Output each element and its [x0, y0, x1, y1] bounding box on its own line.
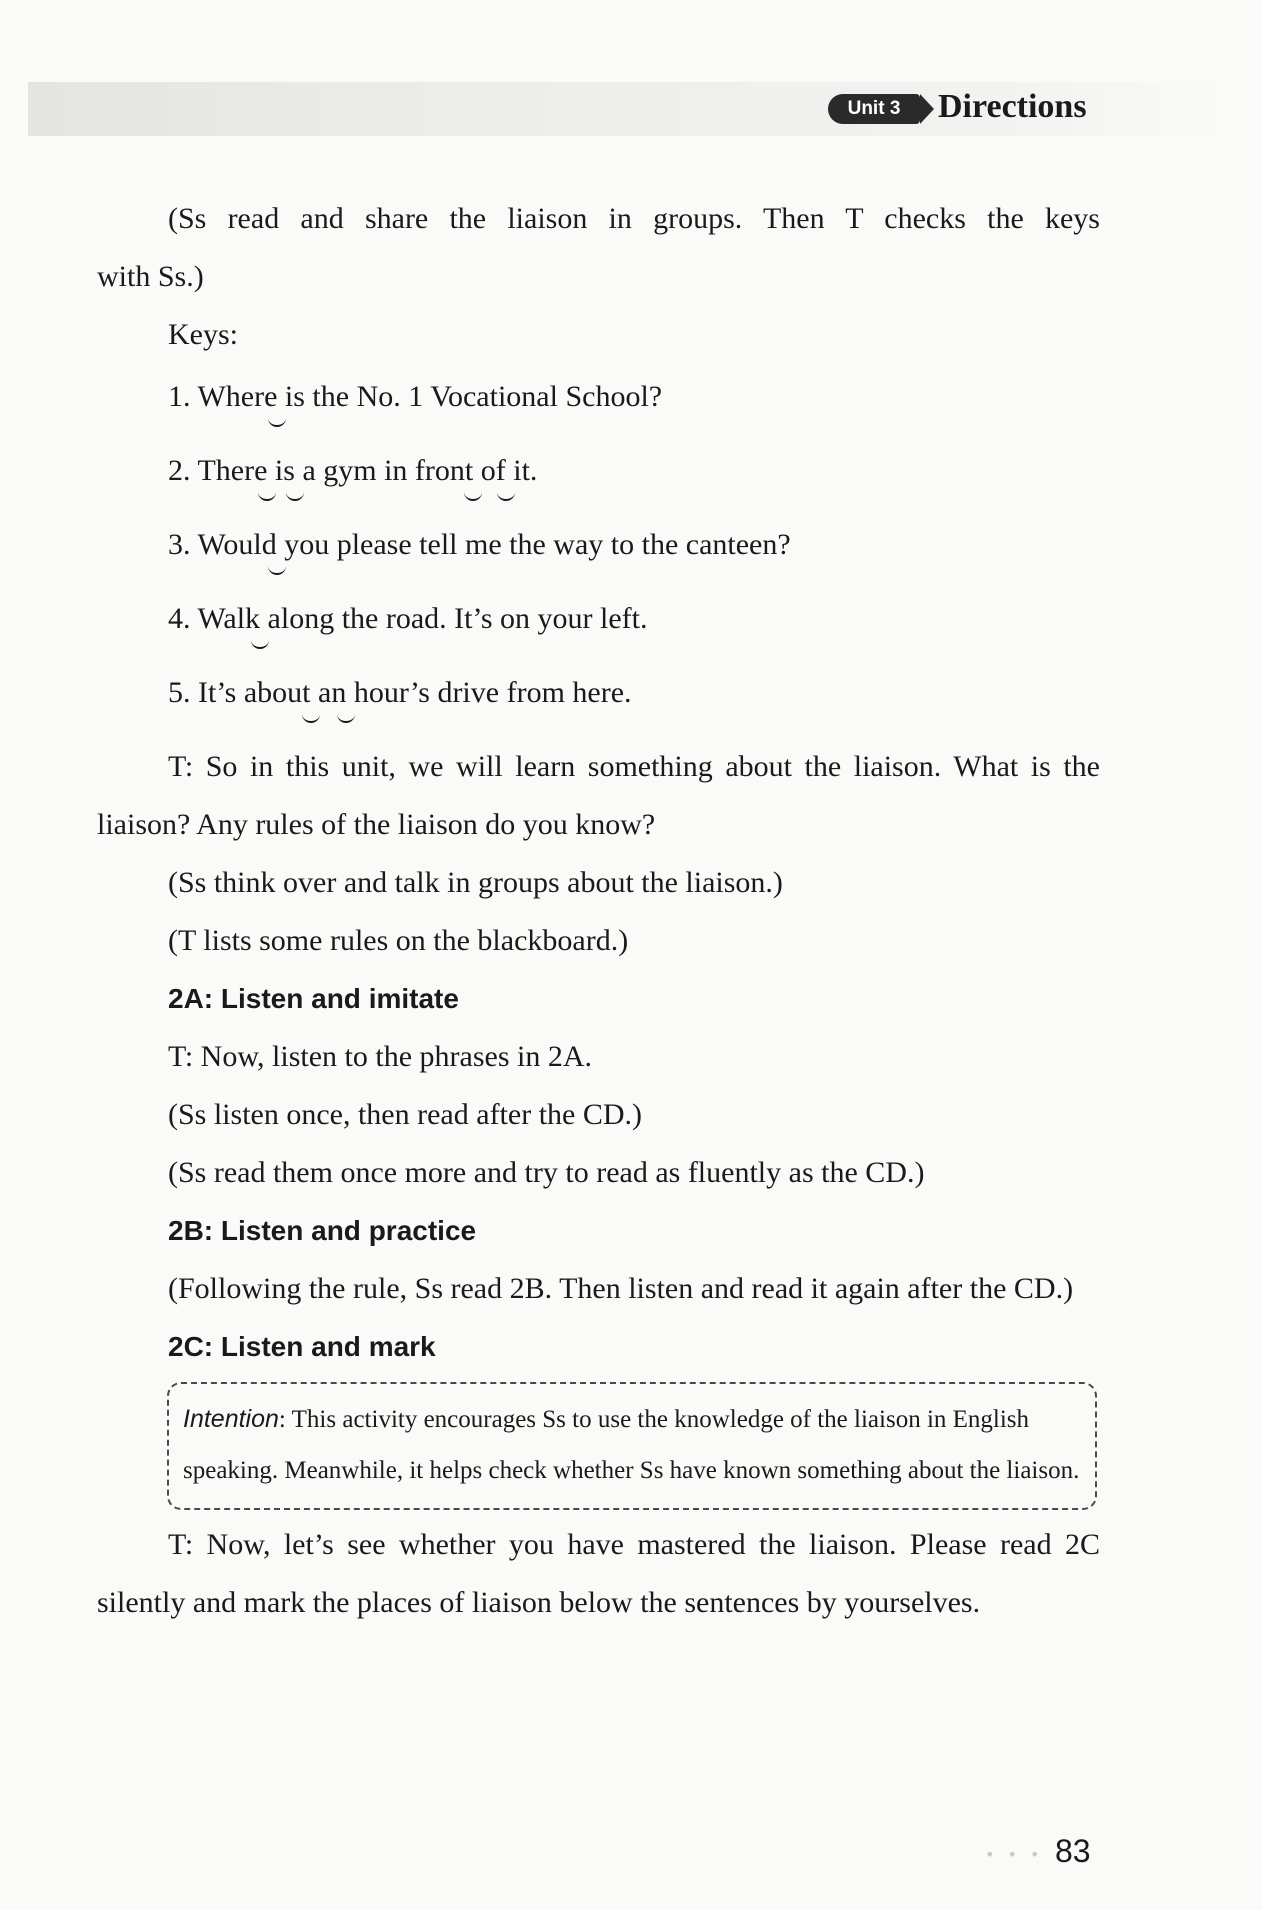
unit-badge: Unit 3: [828, 94, 920, 124]
liaison-word: of: [473, 454, 506, 487]
teacher-activity: (T lists some rules on the blackboard.): [168, 924, 629, 957]
liaison-word: There: [197, 454, 268, 487]
liaison-word: an: [310, 676, 347, 709]
intro-paragraph: [97, 190, 1100, 248]
section-2a-line-3: (Ss read them once more and try to read as fluently as the CD.): [168, 1156, 925, 1189]
section-heading-2a: 2A: Listen and imitate: [168, 983, 459, 1014]
page-content: [97, 190, 1100, 1632]
intention-text: : This activity encourages Ss to use the knowledge of the liaison in English speaking. Meanwhile, it helps check whether Ss have known something about the liaison.: [183, 1406, 1080, 1484]
key-item-1: 1. Where is the No. 1 Vocational School?: [168, 380, 663, 413]
section-2b-line-1: (Following the rule, Ss read 2B. Then listen and read it again after the CD.): [168, 1272, 1074, 1305]
section-2a-line-2: (Ss listen once, then read after the CD.): [168, 1098, 643, 1131]
key-item-2: 2. There is a gym in front of it.: [168, 454, 538, 487]
intro-text-a: (Ss read and share the liaison in groups. Then T checks the keys: [168, 202, 1100, 235]
student-activity: (Ss think over and talk in groups about the liaison.): [168, 866, 783, 899]
intro-paragraph-cont: [97, 248, 1100, 306]
intention-box: [167, 1382, 1097, 1510]
keys-label: Keys:: [168, 318, 238, 351]
liaison-word: Would: [197, 528, 277, 561]
section-heading-2c: 2C: Listen and mark: [168, 1331, 436, 1362]
liaison-word: Walk: [197, 602, 261, 635]
key-item-3: 3. Would you please tell me the way to the canteen?: [168, 528, 791, 561]
section-2c-instruction: T: Now, let’s see whether you have mastered the liaison. Please read 2C silently and mark the places of liaison below the sentences by yourselves.: [97, 1528, 1100, 1619]
key-item-5: 5. It’s about an hour’s drive from here.: [168, 676, 632, 709]
section-heading-2b: 2B: Listen and practice: [168, 1215, 477, 1246]
liaison-word: a gym in front: [294, 454, 474, 487]
liaison-word: is: [267, 454, 295, 487]
page-number: 83: [1055, 1833, 1091, 1869]
intro-text-b: with Ss.): [97, 260, 204, 293]
key-item-4: 4. Walk along the road. It’s on your left.: [168, 602, 648, 635]
liaison-word: It’s about: [198, 676, 311, 709]
liaison-word: Where: [197, 380, 278, 413]
decorative-dots: • • •: [985, 1845, 1044, 1864]
teacher-question: T: So in this unit, we will learn something about the liaison. What is the liaison? Any rules of the liaison do you know?: [97, 750, 1100, 841]
chapter-title: Directions: [938, 88, 1087, 125]
intention-label: Intention: [183, 1405, 279, 1433]
section-2a-line-1: T: Now, listen to the phrases in 2A.: [168, 1040, 592, 1073]
